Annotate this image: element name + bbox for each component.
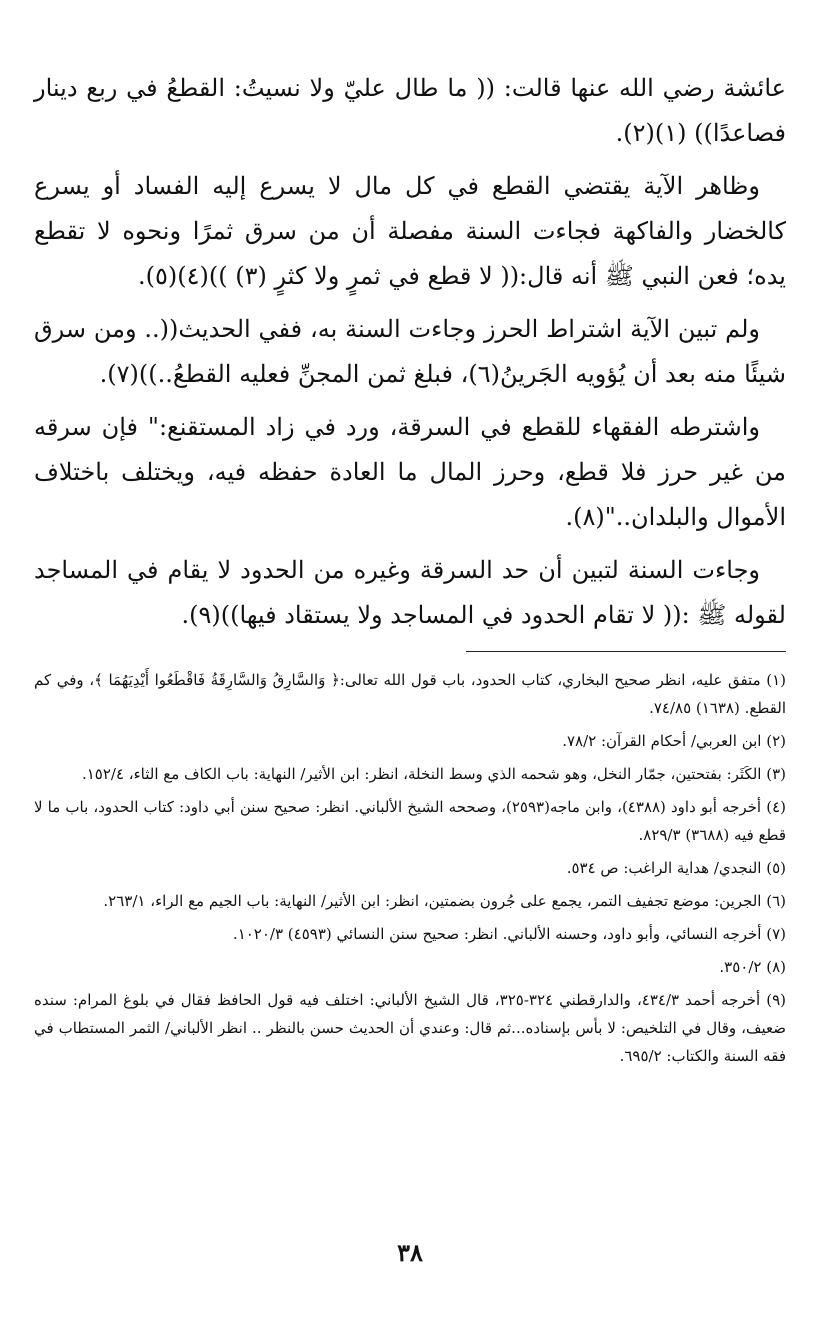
footnote-1: (١) متفق عليه، انظر صحيح البخاري، كتاب الحدود، باب قول الله تعالى:﴿ وَالسَّارِقُ وَالسَّارِقَةُ فَاقْطَعُوا أَيْدِيَهُمَا ﴾، وفي كم القطع. (١٦٣٨) ٧٤/٨٥. <box>34 671 786 717</box>
footnote-6: (٦) الجرين: موضع تجفيف التمر، يجمع على جُرون بضمتين، انظر: ابن الأثير/ النهاية: باب الجيم مع الراء، ٢٦٣/١. <box>103 892 786 910</box>
footnote-5: (٥) النجدي/ هداية الراغب: ص ٥٣٤. <box>566 859 786 877</box>
footnote-2: (٢) ابن العربي/ أحكام القرآن: ٧٨/٢. <box>562 732 786 750</box>
footnotes <box>34 666 786 1075</box>
footnote-9: (٩) أخرجه أحمد ٤٣٤/٣، والدارقطني ٣٢٤-٣٢٥، قال الشيخ الألباني: اختلف فيه قول الحافظ فقال في بلوغ المرام: سنده ضعيف، وقال في التلخيص: لا بأس بإسناده...ثم قال: وعندي أن الحديث حسن بالنظر .. انظر الألباني/ الثمر المستطاب في فقه السنة والكتاب: ٦٩٥/٢. <box>34 991 786 1065</box>
footnote-4: (٤) أخرجه أبو داود (٤٣٨٨)، وابن ماجه(٢٥٩٣)، وصححه الشيخ الألباني. انظر: صحيح سنن أبي داود: كتاب الحدود، باب ما لا قطع فيه (٣٦٨٨) ٨٢٩/٣. <box>34 798 786 844</box>
paragraph-1: عائشة رضي الله عنها قالت: (( ما طال عليّ ولا نسيتُ: القطعُ في ربع دينار فصاعدًا)) (١)(٢). <box>34 74 786 147</box>
main-text <box>34 66 786 646</box>
paragraph-5: وجاءت السنة لتبين أن حد السرقة وغيره من الحدود لا يقام في المساجد لقوله ﷺ :(( لا تقام الحدود في المساجد ولا يستقاد فيها))(٩). <box>34 556 786 629</box>
paragraph-3: ولم تبين الآية اشتراط الحرز وجاءت السنة به، ففي الحديث((.. ومن سرق شيئًا منه بعد أن يُؤويه الجَرينُ(٦)، فبلغ ثمن المجنِّ فعليه القطعُ..))(٧). <box>34 315 786 388</box>
footnote-3: (٣) الكَثَر: بفتحتين، جمّار النخل، وهو شحمه الذي وسط النخلة، انظر: ابن الأثير/ النهاية: باب الكاف مع الثاء، ١٥٢/٤. <box>81 765 786 783</box>
footnote-7: (٧) أخرجه النسائي، وأبو داود، وحسنه الألباني. انظر: صحيح سنن النسائي (٤٥٩٣) ١٠٢٠/٣. <box>232 925 786 943</box>
paragraph-2: وظاهر الآية يقتضي القطع في كل مال لا يسرع إليه الفساد أو يسرع كالخضار والفاكهة فجاءت السنة مفصلة أن من سرق ثمرًا ونحوه لا تقطع يده؛ فعن النبي ﷺ أنه قال:(( لا قطع في ثمرٍ ولا كثرٍ (٣) ))(٤)(٥). <box>34 172 787 290</box>
paragraph-4: واشترطه الفقهاء للقطع في السرقة، ورد في زاد المستقنع:" فإن سرقه من غير حرز فلا قطع، وحرز المال ما العادة حفظه فيه، ويختلف باختلاف الأموال والبلدان.."(٨). <box>34 413 786 531</box>
footnote-separator <box>466 651 786 652</box>
footnote-8: (٨) ٣٥٠/٢. <box>719 958 786 976</box>
page-number: ٣٨ <box>397 1238 423 1267</box>
